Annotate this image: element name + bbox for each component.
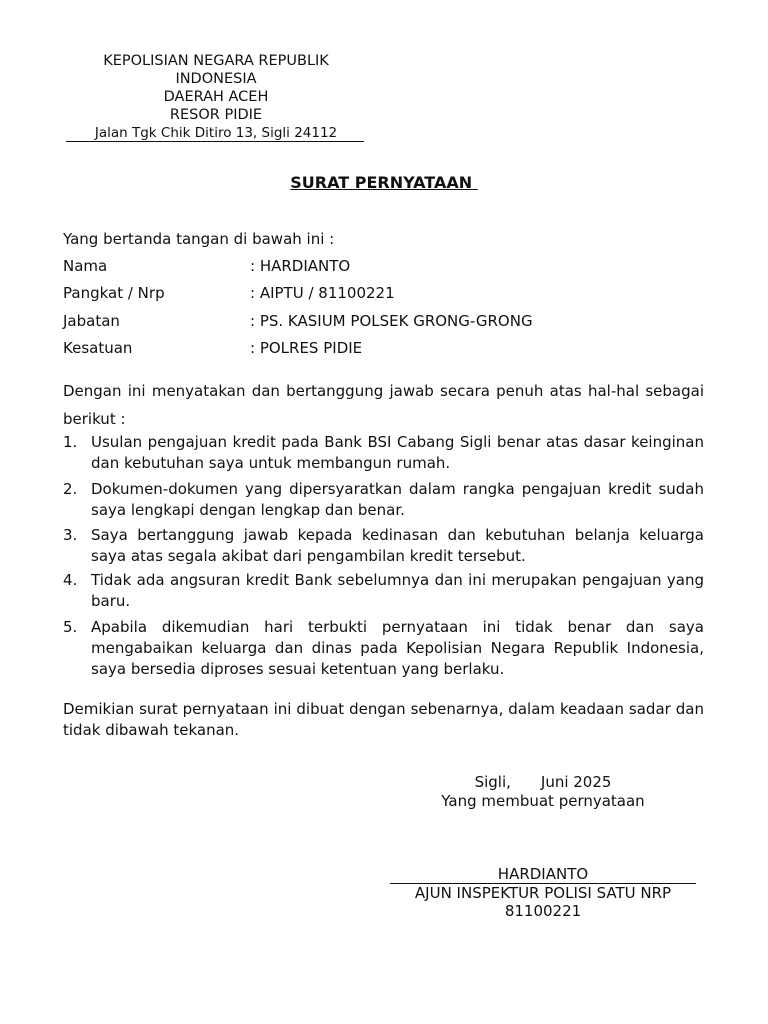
signatory-rank <box>390 884 696 920</box>
identity-label: Jabatan <box>63 311 120 330</box>
org-name-line1: KEPOLISIAN NEGARA REPUBLIK <box>103 53 329 69</box>
list-item-number: 3. <box>63 526 78 544</box>
list-item <box>63 432 704 474</box>
list-item-text: Usulan pengajuan kredit pada Bank BSI Cabang Sigli benar atas dasar keinginan dan kebutuhan saya untuk membangun rumah. <box>91 433 704 472</box>
list-item-text: Dokumen-dokumen yang dipersyaratkan dalam rangka pengajuan kredit sudah saya lengkapi dengan lengkap dan benar. <box>91 480 704 519</box>
list-item <box>63 525 704 567</box>
identity-row-rank <box>63 283 533 310</box>
signature-place-date <box>390 773 696 791</box>
identity-label: Pangkat / Nrp <box>63 284 165 303</box>
identity-value: : HARDIANTO <box>250 257 351 275</box>
identity-row-name <box>63 256 533 283</box>
identity-value: : AIPTU / 81100221 <box>250 284 395 303</box>
identity-label: Nama <box>63 257 108 275</box>
letterhead <box>66 52 366 142</box>
unit-name: RESOR PIDIE <box>169 107 263 123</box>
statement-list <box>63 432 704 680</box>
closing-paragraph: Demikian surat pernyataan ini dibuat dengan sebenarnya, dalam keadaan sadar dan tidak dibawah tekanan. <box>63 700 704 739</box>
signatory-rank-line2: 81100221 <box>504 902 582 920</box>
letterhead-divider <box>66 141 364 142</box>
identity-table <box>63 256 533 365</box>
address: Jalan Tgk Chik Ditiro 13, Sigli 24112 <box>94 125 338 141</box>
identity-label: Kesatuan <box>63 338 133 357</box>
intro-text: Yang bertanda tangan di bawah ini : <box>63 230 335 248</box>
org-name-line2: INDONESIA <box>175 71 257 87</box>
signatory-name: HARDIANTO <box>497 865 589 883</box>
list-item-number: 4. <box>63 571 78 589</box>
signature-place: Sigli, <box>474 773 511 791</box>
list-item-number: 2. <box>63 480 78 498</box>
region-name: DAERAH ACEH <box>163 89 269 105</box>
signature-role: Yang membuat pernyataan <box>441 792 645 810</box>
list-item-text: Tidak ada angsuran kredit Bank sebelumnya dan ini merupakan pengajuan yang baru. <box>91 571 704 610</box>
document-title: SURAT PERNYATAAN <box>290 173 478 192</box>
list-item-number: 5. <box>63 618 78 636</box>
list-item <box>63 617 704 680</box>
signatory-rank-line1: AJUN INSPEKTUR POLISI SATU NRP <box>414 884 672 902</box>
list-item-text: Saya bertanggung jawab kepada kedinasan dan kebutuhan belanja keluarga saya atas segala akibat dari pengambilan kredit tersebut. <box>91 526 704 565</box>
list-item <box>63 570 704 612</box>
list-item <box>63 479 704 521</box>
list-item-number: 1. <box>63 433 78 451</box>
statement-paragraph: Dengan ini menyatakan dan bertanggung jawab secara penuh atas hal-hal sebagai berikut : <box>63 382 704 428</box>
identity-row-position <box>63 311 533 338</box>
identity-value: : POLRES PIDIE <box>250 338 363 357</box>
identity-row-unit <box>63 338 533 365</box>
list-item-text: Apabila dikemudian hari terbukti pernyataan ini tidak benar dan saya mengabaikan keluarga dan dinas pada Kepolisian Negara Republik Indonesia, saya bersedia diproses sesuai ketentuan yang berlaku. <box>91 618 704 678</box>
identity-value: : PS. KASIUM POLSEK GRONG-GRONG <box>250 311 533 330</box>
signature-date: Juni 2025 <box>540 773 612 791</box>
document-title-block <box>0 173 768 192</box>
